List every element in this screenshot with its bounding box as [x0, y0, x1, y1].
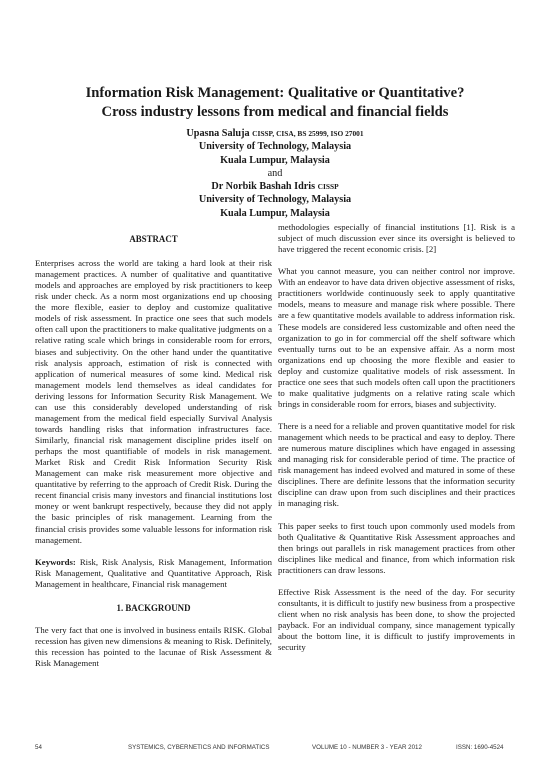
author-separator: and: [267, 167, 283, 179]
author-1-name: Upasna Saluja: [186, 128, 250, 139]
background-text: The very fact that one is involved in business entails RISK. Global recession has given new dimensions & meaning to Risk. Definitely, this recession has pointed to the lacunae of Risk Assessment & Risk Management: [35, 624, 272, 668]
author-1-credentials: CISSP, CISA, BS 25999, ISO 27001: [252, 129, 364, 138]
journal-volume: VOLUME 10 - NUMBER 3 - YEAR 2012: [312, 744, 422, 751]
affiliation-2-university: University of Technology, Malaysia: [198, 194, 352, 206]
right-paragraph-2: What you cannot measure, you can neither control nor improve. With an endeavor to have data driven objective assessment of risks, practitioners worldwide continuously seek to apply quantitative models, means to measure and manage risk where possible. There are a few quantitative models available to address information risk. These models are considered less customizable and often need the organization to go in for commercial off the shelf software which eventually turns out to be an expensive affair. As a norm most organizations end up choosing the more flexible and easier to deploy and customize qualitative models of risk assessment. In practice one sees that such models often call upon the practitioners to make qualitative judgments on a relative rating scale which brings in considerable room for errors, biases and subjectivity.: [278, 266, 515, 409]
paper-title: [40, 84, 510, 122]
author-1: [40, 127, 510, 140]
keywords-text: Risk, Risk Analysis, Risk Management, Information Risk Management, Qualitative and Quantitative Approach, Risk Management in healthcare, Financial risk management: [35, 556, 272, 589]
right-paragraph-5: Effective Risk Assessment is the need of the day. For security consultants, it is difficult to justify new business from a prospective client when no risk analysis has been done, to show the projected payback. For an individual company, since management typically about the bottom line, it is difficult to justify improvements in security: [278, 586, 515, 653]
right-paragraph-4: This paper seeks to first touch upon commonly used models from both Qualitative & Quantitative Risk Assessment approaches and then brings out parallels in risk management practices from other disciplines like medical and finance, from which information risk practitioners can draw lessons.: [278, 520, 515, 575]
right-paragraph-1: methodologies especially of financial institutions [1]. Risk is a subject of much discussion ever since its oversight is believed to have triggered the recent economic crisis. [2]: [278, 222, 515, 255]
author-2-name: Dr Norbik Bashah Idris: [211, 181, 316, 193]
right-paragraph-3: There is a need for a reliable and proven quantitative model for risk management which needs to be practical and easy to deploy. There are numerous mature disciplines which have engaged in assessing and managing risk for considerable period of time. The practice of risk management has indeed evolved and matured in some of these disciplines. There are definite lessons that the information security discipline can draw upon from such disciplines and their practices in managing risk.: [278, 421, 515, 509]
keywords: [35, 557, 272, 590]
affiliation-1-university: University of Technology, Malaysia: [198, 141, 352, 153]
author-2-credentials: CISSP: [317, 182, 339, 192]
affiliation-1-city: Kuala Lumpur, Malaysia: [220, 154, 330, 166]
abstract-heading: ABSTRACT: [129, 234, 178, 244]
journal-issn: ISSN: 1690-4524: [456, 744, 504, 751]
author-2: [40, 180, 510, 193]
section-heading-background: 1. BACKGROUND: [116, 602, 191, 613]
page-footer: [0, 744, 550, 756]
right-column: [278, 222, 515, 653]
affiliation-2-city: Kuala Lumpur, Malaysia: [220, 207, 330, 219]
author-block: [40, 127, 510, 220]
page-number: 54: [35, 744, 42, 751]
title-line-2: Cross industry lessons from medical and financial fields: [101, 104, 449, 120]
journal-name: SYSTEMICS, CYBERNETICS AND INFORMATICS: [128, 744, 270, 751]
abstract-text: Enterprises across the world are taking a hard look at their risk management practices. A number of qualitative and quantitative models and approaches are employed by risk practitioners to keep risk under check. As a norm most organizations end up choosing the more flexible, easier to deploy and customize qualitative models of risk assessment. In practice one sees that such models often call upon the practitioners to make qualitative judgments on a relative rating scale which brings in considerable room for errors, biases and subjectivity. On the other hand under the quantitative risk analysis approach, estimation of risk is connected with application of numerical measures of some kind. Medical risk management models lend themselves as ideal candidates for deriving lessons for Information Security Risk Management. We can use this considerably developed understanding of risk management from the medical field especially Survival Analysis towards handling risks that information infrastructures face. Similarly, financial risk management discipline prides itself on perhaps the most quantifiable of models in risk management. Market Risk and Credit Risk Information Security Risk Management can make risk measurement more objective and quantitative by referring to the approach of Credit Risk. During the recent financial crisis many investors and financial institutions lost money or went bankrupt respectively, because they did not apply the basic principles of risk management. Learning from the financial crisis provides some valuable lessons for information risk management.: [35, 258, 272, 545]
keywords-label: Keywords:: [35, 556, 76, 567]
left-column: [35, 258, 272, 669]
title-line-1: Information Risk Management: Qualitative or Quantitative?: [85, 85, 465, 101]
